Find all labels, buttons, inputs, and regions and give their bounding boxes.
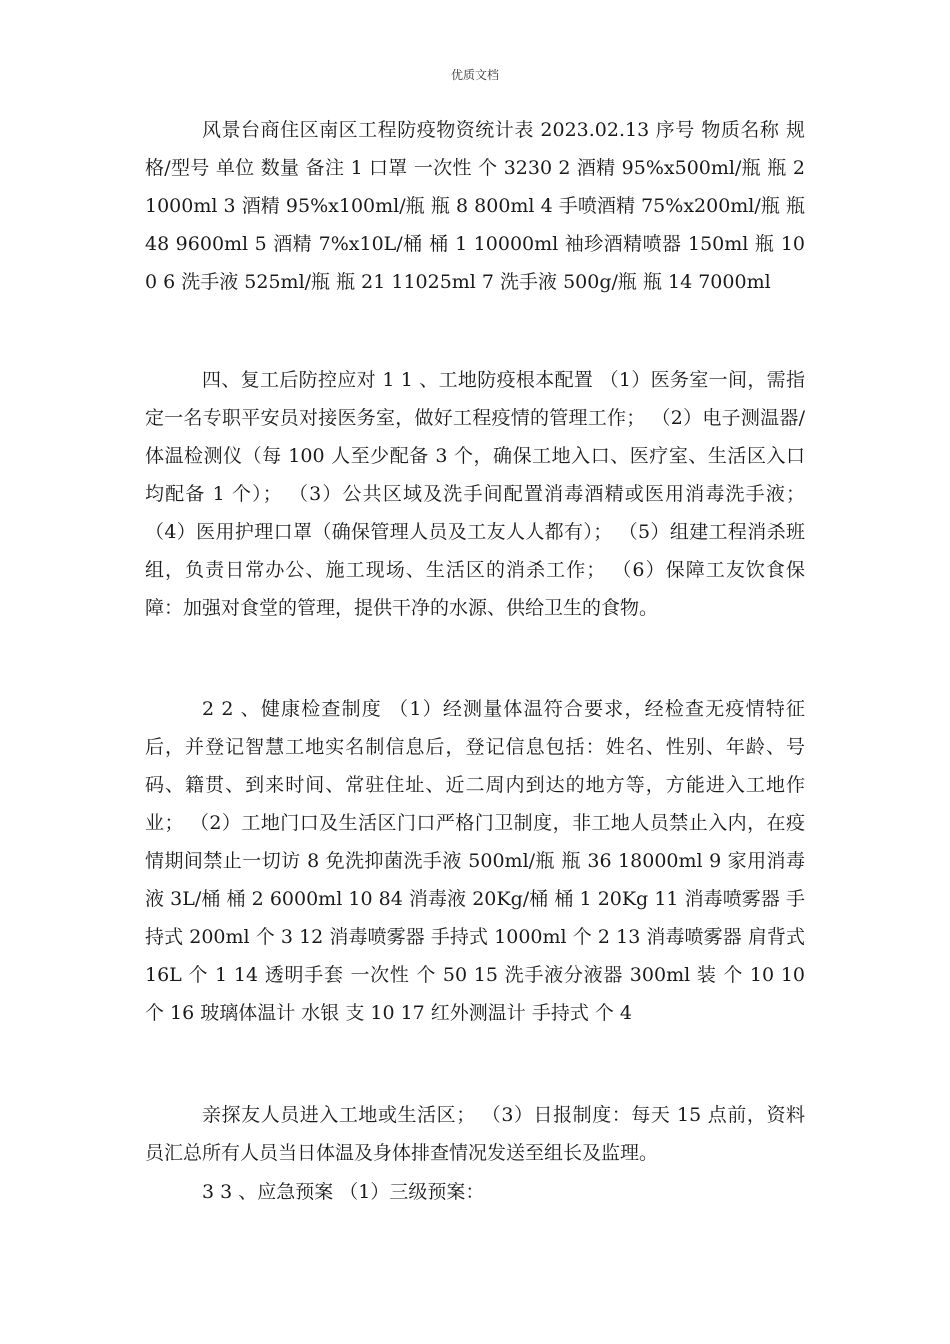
paragraph-supply-table: 风景台商住区南区工程防疫物资统计表 2023.02.13 序号 物质名称 规格/型号 单位 数量 备注 1 口罩 一次性 个 3230 2 酒精 95%x500ml/瓶 瓶 2 1000ml 3 酒精 95%x100ml/瓶 瓶 8 800ml 4 手喷酒精 75%x200ml/瓶 瓶 48 9600ml 5 酒精 7%x10L/桶 桶 1 10000ml 袖珍酒精喷器 150ml 瓶 100 6 洗手液 525ml/瓶 瓶 21 11025ml 7 洗手液 500g/瓶 瓶 14 7000ml	[145, 119, 805, 293]
paragraph-basic-configuration: 四、复工后防控应对 1 1 、工地防疫根本配置 （1）医务室一间，需指定一名专职平安员对接医务室，做好工程疫情的管理工作； （2）电子测温器/体温检测仪（每 100 人至少配备 3 个，确保工地入口、医疗室、生活区入口均配备 1 个）； （3）公共区域及洗手间配置消毒酒精或医用消毒洗手液； （4）医用护理口罩（确保管理人员及工友人人都有）； （5）组建工程消杀班组，负责日常办公、施工现场、生活区的消杀工作； （6）保障工友饮食保障：加强对食堂的管理，提供干净的水源、供给卫生的食物。	[145, 369, 805, 619]
paragraph-daily-report: 亲探友人员进入工地或生活区； （3）日报制度：每天 15 点前，资料员汇总所有人员当日体温及身体排查情况发送至组长及监理。	[145, 1104, 805, 1164]
page-header: 优质文档	[450, 68, 499, 82]
paragraph-emergency-plan: 3 3 、应急预案 （1）三级预案：	[202, 1181, 485, 1203]
paragraph-health-check: 2 2 、健康检查制度 （1）经测量体温符合要求，经检查无疫情特征后，并登记智慧工地实名制信息后，登记信息包括：姓名、性别、年龄、号码、籍贯、到来时间、常驻住址、近二周内到达的地方等，方能进入工地作业； （2）工地门口及生活区门口严格门卫制度，非工地人员禁止入内，在疫情期间禁止一切访 8 免洗抑菌洗手液 500ml/瓶 瓶 36 18000ml 9 家用消毒液 3L/桶 桶 2 6000ml 10 84 消毒液 20Kg/桶 桶 1 20Kg 11 消毒喷雾器 手持式 200ml 个 3 12 消毒喷雾器 手持式 1000ml 个 2 13 消毒喷雾器 肩背式 16L 个 1 14 透明手套 一次性 个 50 15 洗手液分液器 300ml 装 个 10 10 个 16 玻璃体温计 水银 支 10 17 红外测温计 手持式 个 4	[145, 698, 805, 1024]
